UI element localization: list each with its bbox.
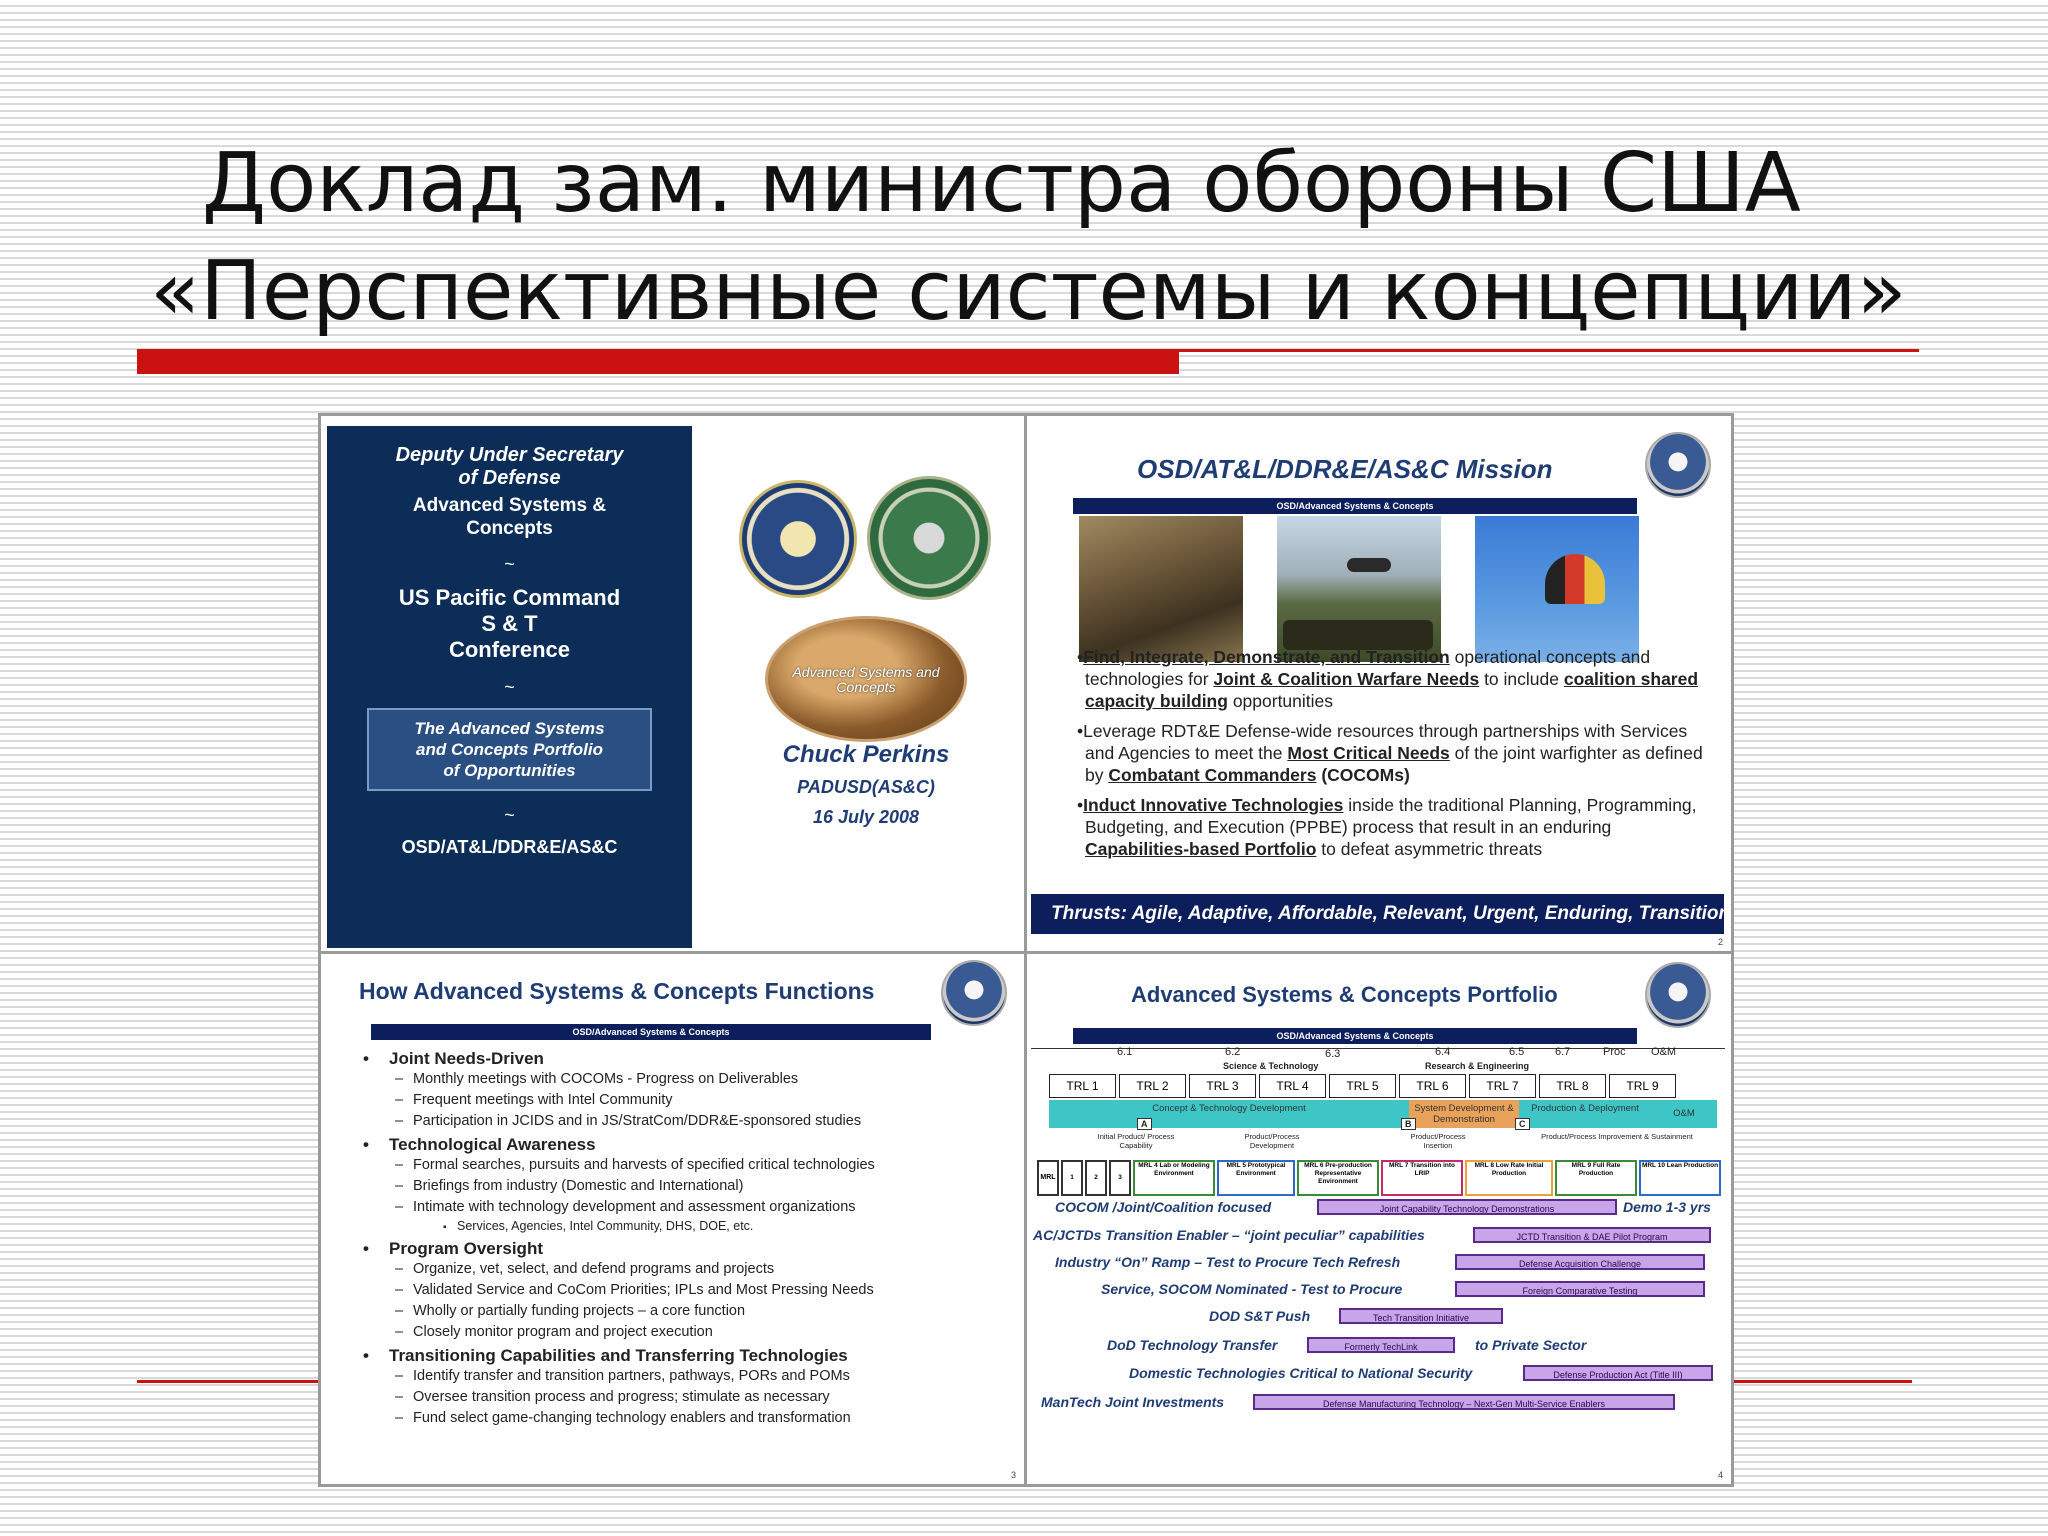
dod-emblem-icon [1645,432,1711,498]
separator-1: ~ [504,554,515,574]
portfolio-line-1: The Advanced Systems [414,719,605,738]
phase-band-production: Production & Deployment [1519,1100,1651,1128]
function-item: – Formal searches, pursuits and harvests of specified critical technologies [363,1155,1013,1176]
portfolio-program-row [1027,1362,1731,1384]
portfolio-title: Advanced Systems & Concepts Portfolio [1131,982,1558,1007]
mrl-cell: MRL 5 Prototypical Environment [1217,1160,1295,1196]
program-note: to Private Sector [1475,1337,1587,1353]
embedded-slide-image [318,413,1734,1487]
re-label: Research & Engineering [1425,1061,1530,1071]
functions-list [363,1046,1013,1429]
mrl-cell: 2 [1085,1160,1107,1196]
phase-label: Product/Process Development [1244,1132,1300,1150]
helicopter-icon [1347,558,1391,572]
presenter-title: PADUSD(AS&C) [797,777,935,797]
program-driver: DoD Technology Transfer [1107,1337,1278,1353]
portfolio-program-row [1027,1196,1731,1218]
trl-cell: TRL 4 [1259,1074,1326,1098]
portfolio-line-3: of Opportunities [443,761,576,780]
function-item: – Validated Service and CoCom Priorities; IPLs and Most Pressing Needs [363,1280,1013,1301]
portfolio-program-row [1027,1251,1731,1273]
portfolio-program-row [1027,1224,1731,1246]
globe-logo-text: Advanced Systems and Concepts [792,664,940,695]
separator-2: ~ [504,677,515,697]
conference-line-2: S & T [481,611,538,636]
portfolio-box [367,708,652,791]
phase-label: Product/Process Improvement & Sustainment [1541,1132,1693,1141]
portfolio-subtitle-bar: OSD/Advanced Systems & Concepts [1073,1028,1637,1044]
function-subitem: ▪ Services, Agencies, Intel Community, DHS, DOE, etc. [363,1218,1013,1236]
function-item: – Fund select game-changing technology enablers and transformation [363,1408,1013,1429]
org-line-1: Deputy Under Secretary [395,444,624,466]
page-number: 4 [1717,1470,1723,1480]
function-item: – Frequent meetings with Intel Community [363,1090,1013,1111]
program-driver: DOD S&T Push [1209,1308,1311,1324]
milestone-a: A [1137,1118,1152,1130]
function-item: – Identify transfer and transition partners, pathways, PORs and POMs [363,1366,1013,1387]
function-item: – Monthly meetings with COCOMs - Progress on Deliverables [363,1069,1013,1090]
mrl-cell: MRL [1037,1160,1059,1196]
title-panel [327,426,692,948]
title-line-2: «Перспективные системы и концепции» [150,244,1907,339]
dod-emblem-icon [1645,962,1711,1028]
program-box: Defense Acquisition Challenge [1455,1254,1705,1270]
function-heading: • Technological Awareness [363,1134,1013,1155]
portfolio-line-2: and Concepts Portfolio [416,740,603,759]
budget-label: Proc [1603,1046,1626,1058]
budget-label: 6.1 [1117,1046,1133,1058]
function-item: – Intimate with technology development and assessment organizations [363,1197,1013,1218]
milestone-c: C [1515,1118,1530,1130]
mission-bullets [1077,646,1717,868]
title-line-1: Доклад зам. министра обороны США [202,136,1801,231]
function-heading: • Transitioning Capabilities and Transferring Technologies [363,1345,1013,1366]
trl-cell: TRL 3 [1189,1074,1256,1098]
separator-3: ~ [504,805,515,825]
program-box: Joint Capability Technology Demonstrations [1317,1199,1617,1215]
trl-cell: TRL 8 [1539,1074,1606,1098]
presentation-date: 16 July 2008 [812,807,920,827]
program-driver: COCOM /Joint/Coalition focused [1055,1199,1272,1215]
mission-subtitle-bar: OSD/Advanced Systems & Concepts [1073,498,1637,514]
budget-label: 6.2 [1225,1046,1241,1058]
phase-band-sdd: System Development & Demonstration [1409,1100,1519,1128]
functions-subtitle-bar: OSD/Advanced Systems & Concepts [371,1024,931,1040]
mrl-cell: MRL 4 Lab or Modeling Environment [1133,1160,1215,1196]
program-driver: Domestic Technologies Critical to National Security [1129,1365,1473,1381]
parachute-photo [1475,516,1639,662]
mrl-cell: MRL 6 Pre-production Representative Environment [1297,1160,1379,1196]
program-note: Demo 1-3 yrs [1623,1199,1711,1215]
slide-quadrant-mission [1027,416,1731,954]
conference-line-3: Conference [448,637,571,662]
phase-band-concept: Concept & Technology Development [1049,1100,1409,1128]
budget-label: 6.5 [1509,1046,1525,1058]
slide-quadrant-portfolio [1027,954,1731,1484]
mrl-cell: MRL 7 Transition into LRIP [1381,1160,1463,1196]
portfolio-program-row [1027,1391,1731,1413]
title-divider-thin [137,349,1919,352]
org-line-3: Advanced Systems & [412,495,607,516]
mission-bullet-3: •Induct Innovative Technologies inside the traditional Planning, Programming, Budgeting, and Execution (PPBE) process that result in an enduring Capabilities-based Portfolio to defeat asymmetric threats [1077,795,1697,859]
program-box: Foreign Comparative Testing [1455,1281,1705,1297]
milestone-b: B [1401,1118,1416,1130]
functions-title: How Advanced Systems & Concepts Functions [359,978,875,1004]
budget-label: 6.3 [1325,1048,1341,1060]
budget-label: 6.4 [1435,1046,1451,1058]
org-line-2: of Defense [458,467,561,489]
function-item: – Closely monitor program and project execution [363,1322,1013,1343]
program-driver: ManTech Joint Investments [1041,1394,1225,1410]
soldiers-photo [1079,516,1243,662]
function-item: – Briefings from industry (Domestic and International) [363,1176,1013,1197]
program-driver: Industry “On” Ramp – Test to Procure Tech Refresh [1055,1254,1401,1270]
org-line-4: Concepts [466,518,553,539]
thrusts-banner: Thrusts: Agile, Adaptive, Affordable, Relevant, Urgent, Enduring, Transition [1031,894,1724,934]
phase-band-om: O&M [1651,1100,1717,1128]
program-box: JCTD Transition & DAE Pilot Program [1473,1227,1711,1243]
presenter-block [721,738,1011,832]
footer-rule-right [1720,1380,1912,1383]
budget-label: 6.7 [1555,1046,1571,1058]
function-item: – Participation in JCIDS and in JS/StratCom/DDR&E-sponsored studies [363,1111,1013,1132]
portfolio-program-row [1027,1334,1731,1356]
presenter-name: Chuck Perkins [782,741,950,768]
budget-label: O&M [1651,1046,1677,1058]
portfolio-program-row [1027,1305,1731,1327]
dod-seal-icon [739,480,857,598]
page-number: 3 [1010,1470,1016,1480]
office-code: OSD/AT&L/DDR&E/AS&C [401,837,618,857]
mrl-cell: 3 [1109,1160,1131,1196]
program-box: Formerly TechLink [1307,1337,1455,1353]
conference-line-1: US Pacific Command [398,585,621,610]
mrl-cell: MRL 8 Low Rate Initial Production [1465,1160,1553,1196]
parachute-icon [1545,554,1605,604]
mission-bullet-2: •Leverage RDT&E Defense-wide resources through partnerships with Services and Agencies to meet the Most Critical Needs of the joint warfighter as defined by Combatant Commanders (COCOMs) [1077,721,1703,785]
trl-cell: TRL 7 [1469,1074,1536,1098]
helicopter-photo [1277,516,1441,662]
program-box: Defense Production Act (Title III) [1523,1365,1713,1381]
trl-cell: TRL 6 [1399,1074,1466,1098]
program-box: Tech Transition Initiative [1339,1308,1503,1324]
trl-cell: TRL 5 [1329,1074,1396,1098]
trl-cell: TRL 2 [1119,1074,1186,1098]
mrl-row [1037,1160,1721,1196]
slide-quadrant-title [321,416,1027,954]
function-item: – Organize, vet, select, and defend programs and projects [363,1259,1013,1280]
program-driver: AC/JCTDs Transition Enabler – “joint peculiar” capabilities [1033,1227,1425,1243]
trl-cell: TRL 1 [1049,1074,1116,1098]
trl-cell: TRL 9 [1609,1074,1676,1098]
trl-row [1049,1074,1676,1098]
phase-label: Product/Process Insertion [1410,1132,1466,1150]
page-title [150,130,1907,346]
function-item: – Wholly or partially funding projects – a core function [363,1301,1013,1322]
slide-quadrant-functions [321,954,1027,1484]
page-number: 2 [1717,937,1723,947]
footer-rule-left [137,1380,337,1383]
function-item: – Oversee transition process and progress; stimulate as necessary [363,1387,1013,1408]
st-label: Science & Technology [1223,1061,1319,1071]
mission-title: OSD/AT&L/DDR&E/AS&C Mission [1137,454,1553,484]
mrl-cell: MRL 10 Lean Production [1639,1160,1721,1196]
function-heading: • Joint Needs-Driven [363,1048,1013,1069]
command-seal-icon [867,476,991,600]
mrl-cell: 1 [1061,1160,1083,1196]
program-driver: Service, SOCOM Nominated - Test to Procure [1101,1281,1403,1297]
dod-emblem-icon [941,960,1007,1026]
mrl-cell: MRL 9 Full Rate Production [1555,1160,1637,1196]
program-box: Defense Manufacturing Technology – Next-Gen Multi-Service Enablers [1253,1394,1675,1410]
asc-globe-logo [765,616,967,742]
function-heading: • Program Oversight [363,1238,1013,1259]
mission-bullet-1: •Find, Integrate, Demonstrate, and Transition operational concepts and technologies for Joint & Coalition Warfare Needs to include coalition shared capacity building opportunities [1077,647,1699,711]
phase-label: Initial Product/ Process Capability [1097,1132,1175,1150]
portfolio-program-row [1027,1278,1731,1300]
title-divider-thick [137,349,1179,374]
